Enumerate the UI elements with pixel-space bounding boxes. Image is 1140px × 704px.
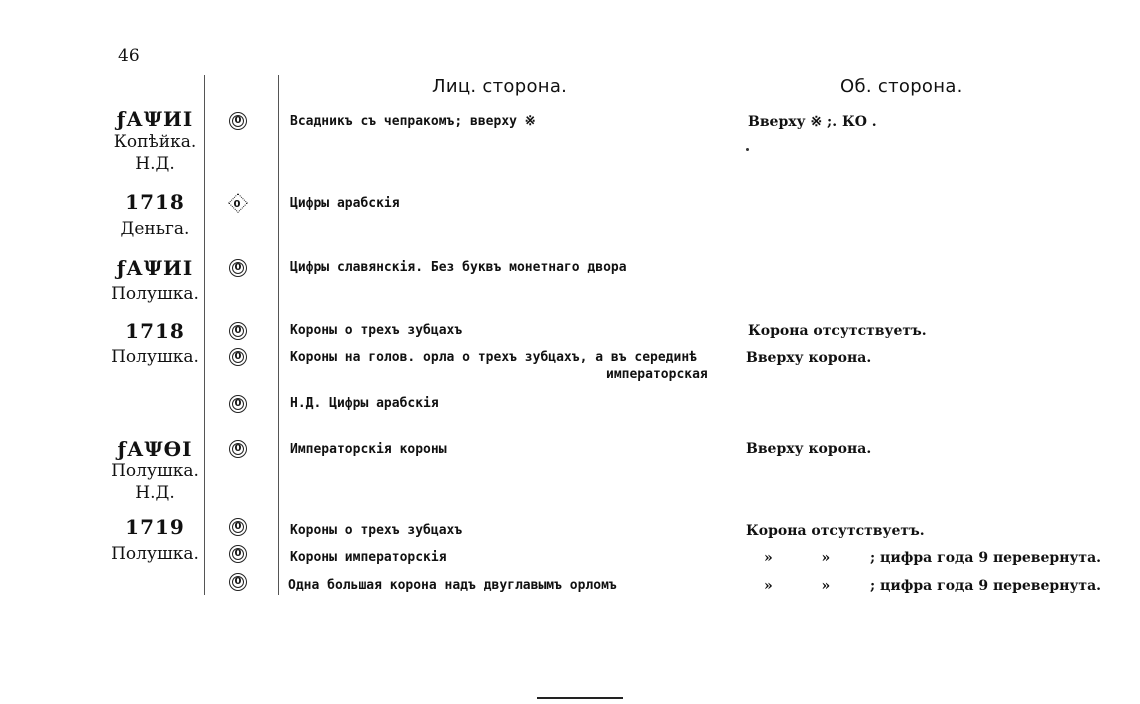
print-speck bbox=[746, 148, 749, 151]
reverse-description: Вверху корона. bbox=[746, 441, 872, 457]
coin-denomination: Полушка. bbox=[111, 347, 199, 367]
reverse-column-header: Об. сторона. bbox=[840, 76, 963, 97]
obverse-description: Короны императорскія bbox=[290, 550, 447, 565]
column-rule-middle bbox=[278, 75, 279, 595]
mint-mark-diamond-icon: 0 bbox=[228, 193, 248, 213]
mint-mark-icon: 0 bbox=[229, 112, 247, 130]
obverse-column-header: Лиц. сторона. bbox=[432, 76, 568, 97]
coin-year: 1718 bbox=[125, 319, 185, 343]
reverse-description: Вверху корона. bbox=[746, 350, 872, 366]
coin-note: Н.Д. bbox=[135, 154, 175, 174]
reverse-description: Корона отсутствуетъ. bbox=[746, 523, 925, 539]
mint-mark-icon: 0 bbox=[229, 322, 247, 340]
coin-year: 1718 bbox=[125, 190, 185, 214]
page-number: 46 bbox=[118, 46, 140, 66]
coin-note: Н.Д. bbox=[135, 483, 175, 503]
mint-mark-icon: 0 bbox=[229, 348, 247, 366]
reverse-description: Корона отсутствуетъ. bbox=[748, 323, 927, 339]
coin-denomination: Полушка. bbox=[111, 461, 199, 481]
coin-year: ƒАΨѲI bbox=[117, 437, 193, 461]
obverse-description: Короны на голов. орла о трехъ зубцахъ, а въ серединѣ bbox=[290, 350, 697, 365]
ditto-marks: » » bbox=[764, 550, 831, 566]
mint-mark-icon: 0 bbox=[229, 440, 247, 458]
obverse-description: Короны о трехъ зубцахъ bbox=[290, 323, 463, 338]
reverse-description: ; цифра года 9 перевернута. bbox=[870, 550, 1102, 566]
obverse-description: Цифры славянскія. Без буквъ монетнаго двора bbox=[290, 260, 627, 275]
mint-mark-icon: 0 bbox=[229, 395, 247, 413]
obverse-description: Всадникъ съ чепракомъ; вверху ※ bbox=[290, 114, 536, 129]
coin-denomination: Деньга. bbox=[120, 219, 190, 239]
reverse-description: ; цифра года 9 перевернута. bbox=[870, 578, 1102, 594]
obverse-description: Н.Д. Цифры арабскія bbox=[290, 396, 439, 411]
obverse-description-continued: императорская bbox=[606, 367, 708, 382]
obverse-description: Цифры арабскія bbox=[290, 196, 400, 211]
footer-rule bbox=[537, 697, 623, 699]
obverse-description: Одна большая корона надъ двуглавымъ орломъ bbox=[288, 578, 617, 593]
reverse-description: Вверху ※ ;. КО . bbox=[748, 114, 877, 130]
mint-mark-icon: 0 bbox=[229, 259, 247, 277]
obverse-description: Императорскія короны bbox=[290, 442, 447, 457]
coin-denomination: Полушка. bbox=[111, 544, 199, 564]
coin-denomination: Полушка. bbox=[111, 284, 199, 304]
coin-denomination: Копѣйка. bbox=[113, 132, 197, 152]
coin-year: ƒАΨИI bbox=[116, 256, 194, 280]
mint-mark-icon: 0 bbox=[229, 545, 247, 563]
ditto-marks: » » bbox=[764, 578, 831, 594]
obverse-description: Короны о трехъ зубцахъ bbox=[290, 523, 463, 538]
mint-mark-icon: 0 bbox=[229, 573, 247, 591]
coin-year: ƒАΨИI bbox=[116, 107, 194, 131]
mint-mark-icon: 0 bbox=[229, 518, 247, 536]
coin-year: 1719 bbox=[125, 515, 185, 539]
